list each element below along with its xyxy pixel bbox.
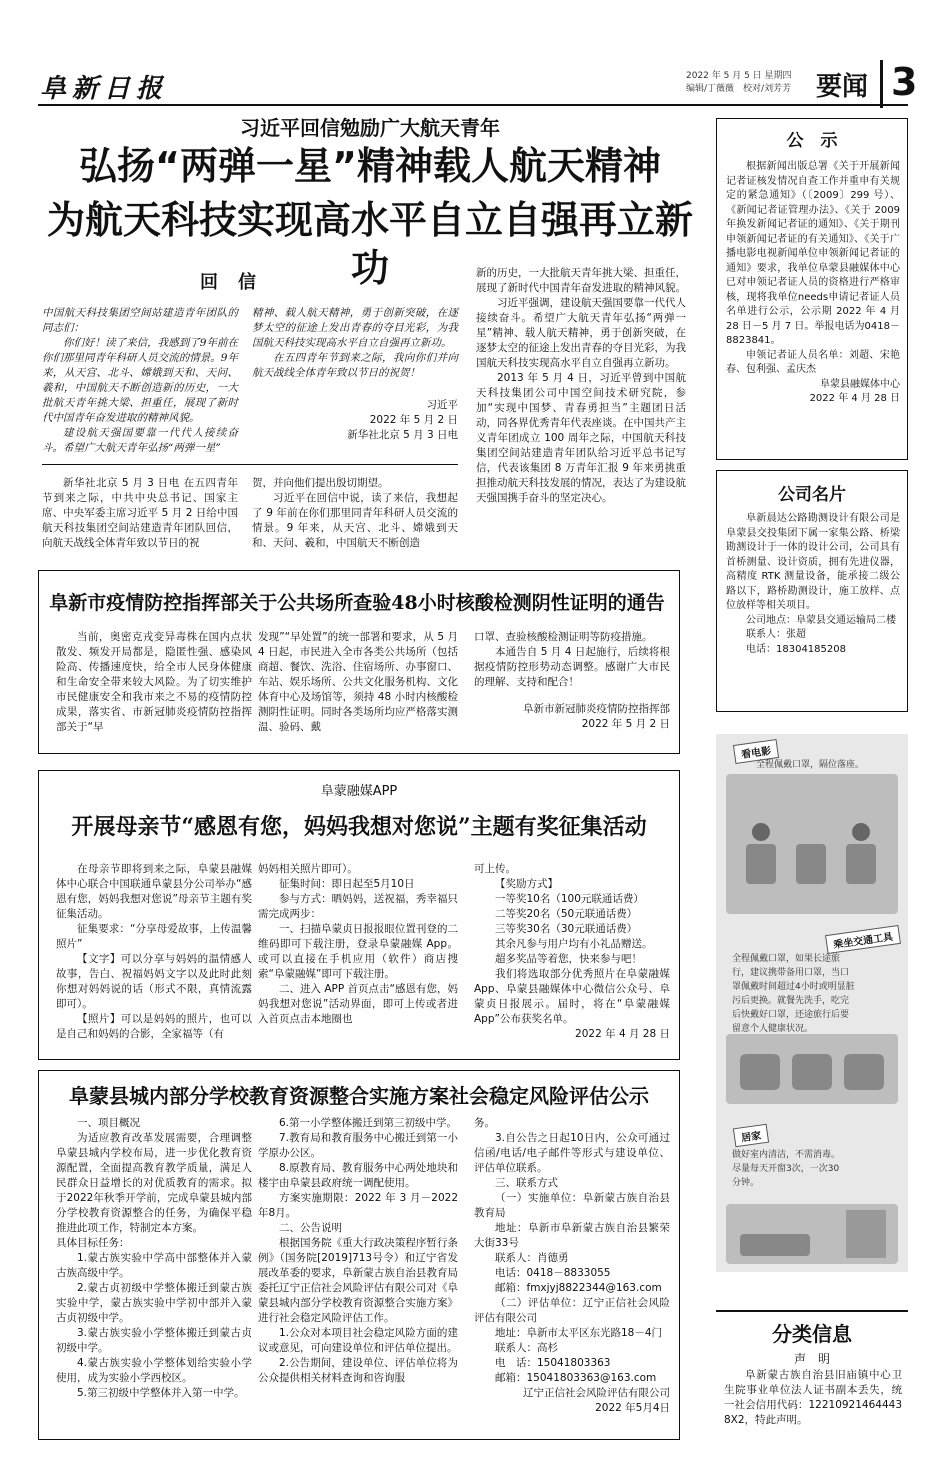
school-para: 电话：0418－8833055	[495, 1267, 611, 1279]
issue-date: 2022 年 5 月 5 日 星期四	[686, 71, 792, 81]
school-para: 三、联系方式	[495, 1177, 558, 1189]
school-para: 7.教育局和教育服务中心搬迁到第一小学原办公区。	[258, 1132, 458, 1159]
gongshi-body	[726, 160, 900, 407]
school-para: 一、项目概况	[77, 1117, 140, 1129]
company-card-contact: 联系人：张超	[746, 629, 806, 640]
company-card-phone: 电话：18304185208	[746, 643, 846, 655]
app-para: 一等奖10名（100元联通话费）	[495, 893, 644, 905]
app-col1	[56, 862, 252, 1042]
app-col3	[474, 862, 670, 1042]
app-para: 征集要求：“分享母爱故事，上传温馨照片”	[56, 923, 252, 950]
gongshi-date: 2022 年 4 月 28 日	[809, 393, 900, 404]
room-icon	[726, 1204, 898, 1264]
app-para: 参与方式：晒妈妈，送祝福，秀幸福只需完成两步：	[258, 893, 458, 920]
letter-signature-block	[300, 398, 458, 443]
section-name: 要闻	[816, 72, 869, 102]
lead-body-col3	[476, 266, 686, 506]
cinema-tip: 全程佩戴口罩，隔位落座。	[756, 760, 865, 770]
lead-body-para: 习近平强调，建设航天强国要靠一代代人接续奋斗。希望广大航天青年弘扬“两弹一星”精神、载人航天精神，勇于创新突破，在逐梦太空的征途上发出青春的夺目光彩，为我国航天科技实现高水平自立自强再立新功。	[476, 297, 686, 369]
notice-col1	[56, 630, 252, 735]
company-card-body	[726, 512, 900, 657]
letter-col1	[42, 306, 238, 456]
gongshi-org: 阜蒙县融媒体中心	[820, 378, 900, 390]
gongshi-text: 根据新闻出版总署《关于开展新闻记者证核发情况自查工作并重申有关规定的紧急通知》（〔2009〕299 号）、《新闻记者证管理办法》、《关于 2009 年换发新闻记者证的通知》、《关于期刊申领新闻记者证的有关通知》、《关于广播电影电视新闻单位申领新闻记者证的通知》要求，我单位阜蒙县融媒体中心已对申领记者证人员的资格进行严格审核，现将我单位needs申请记者证人员名单进行公示，公示期 2022 年 4 月 28 日－5 月 7 日。举报电话为0418－8823841。	[726, 161, 900, 346]
app-para: 二等奖20名（50元联通话费）	[495, 908, 638, 920]
school-para: 联系人：高杉	[495, 1342, 558, 1354]
app-para: 我们将选取部分优秀照片在阜蒙融媒 App、阜蒙县融媒体中心微信公众号、阜蒙贞日报展示。届时，将在“阜蒙融媒 App”公布获奖名单。	[474, 968, 670, 1025]
app-para: 可上传。	[474, 863, 516, 875]
school-para: 1.蒙古族实验中学高中部整体并入蒙古族高级中学。	[56, 1252, 252, 1279]
dateline: 新华社北京 5 月 3 日电	[347, 429, 458, 441]
company-card-address: 公司地点：阜蒙县交通运输局二楼	[746, 614, 896, 626]
notice-date: 2022 年 5 月 2 日	[581, 718, 670, 730]
classified-title: 分类信息	[772, 1322, 852, 1346]
app-para: 【奖励方式】	[495, 878, 558, 890]
letter-para: 你们好！读了来信，我感到了9年前在你们那里同青年科研人员交流的情景。9年来，从天宫、北斗、嫦娥到天和、天问、羲和，中国航天不断创造新的历史，一大批航天青年挑大梁、担重任，展现了新时代中国青年奋发进取的精神风貌。	[42, 337, 238, 424]
school-para: （二）评估单位：辽宁正信社会风险评估有限公司	[474, 1297, 670, 1324]
letter-para: 建设航天强国要靠一代代人接续奋斗。希望广大航天青年弘扬“两弹一星”	[42, 427, 238, 454]
classified-rule	[716, 1310, 908, 1312]
lead-body-col1	[42, 476, 238, 551]
home-illustration	[726, 1204, 898, 1264]
home-tag: 居家	[733, 1124, 769, 1148]
cinema-illustration	[726, 774, 898, 914]
gongshi-names: 申领记者证人员名单：刘超、宋艳春、包利强、孟庆杰	[726, 349, 900, 375]
transport-tag: 乘坐交通工具	[825, 925, 901, 954]
lead-body-para: 新的历史，一大批航天青年挑大梁、担重任，展现了新时代中国青年奋发进取的精神风貌。	[476, 267, 686, 294]
company-card-title: 公司名片	[778, 485, 846, 505]
app-para: 一、扫描阜蒙贞日报报眼位置刊登的二维码即可下载注册，登录阜蒙融媒 App。或可以直接在手机应用（软件）商店搜索“阜蒙融媒”即可下载注册。	[258, 923, 458, 980]
lead-kicker: 习近平回信勉励广大航天青年	[240, 116, 500, 140]
header-rule	[38, 104, 908, 106]
app-para: 【文字】可以分享与妈妈的温情感人故事，告白、祝福妈妈文字以及此时此刻你想对妈妈说的话（形式不限，真情流露即可）。	[56, 953, 252, 1010]
app-para: 【照片】可以是妈妈的照片，也可以是自己和妈妈的合影，全家福等（有	[56, 1013, 252, 1040]
school-para: 1.公众对本项目社会稳定风险方面的建议或意见，可向建设单位和评估单位提出。	[258, 1327, 458, 1354]
school-para: 地址：阜新市太平区东光路18－4门	[495, 1327, 663, 1339]
lead-headline-line1: 弘扬“两弹一星”精神载人航天精神	[79, 144, 661, 188]
lead-body-para: 习近平在回信中说，读了来信，我想起了 9 年前在你们那里同青年科研人员交流的情景。9 年来，从天宫、北斗、嫦娥到天和、天问、羲和，中国航天不断创造	[252, 492, 458, 549]
school-para: 4.蒙古族实验小学整体划给实验小学使用，成为实验小学西校区。	[56, 1357, 252, 1384]
notice-col3	[474, 630, 670, 732]
school-para: 2.蒙古贞初级中学整体搬迁到蒙古族实验中学，蒙古族实验中学初中部并入蒙古贞初级中学。	[56, 1282, 252, 1324]
transport-tip: 全程佩戴口罩，如果长途旅行，建议携带备用口罩，当口罩佩戴时间超过4小时或明显脏污后更换。就餐先洗手，吃完后快戴好口罩，还途旅行后要留意个人健康状况。	[732, 954, 855, 1034]
school-para: 电 话：15041803363	[495, 1357, 611, 1369]
app-para: 妈妈相关照片即可）。	[258, 863, 358, 875]
school-para: 6.第一小学整体搬迁到第三初级中学。	[279, 1117, 458, 1129]
lead-body-para: 2013 年 5 月 4 日，习近平曾到中国航天科技集团公司中国空间技术研究院，参加“实现中国梦、青春勇担当”主题团日活动，同各界优秀青年代表座谈。在中国共产主义青年团成立 100 周年之际，中国航天科技集团空间站建造青年团队给习近平总书记写信，代表该集团 8 万青年汇报 9 年来勇挑重担推动航天科技发展的情况，表达了为建设航天强国携手奋斗的坚定决心。	[476, 372, 686, 504]
school-para: 为适应教育改革发展需要，合理调整阜蒙县城内学校布局，进一步优化教育资源配置，全面提高教育教学质量，满足人民群众日益增长的对优质教育的需求。拟于2022年秋季开学前，完成阜蒙县城内部分学校教育资源整合的任务，为确保平稳推进此项工作，特制定本方案。	[56, 1132, 252, 1234]
letter-para: 精神、载人航天精神，勇于创新突破，在逐梦太空的征途上发出青春的夺目光彩，为我国航天科技实现高水平自立自强再立新功。	[252, 307, 458, 349]
app-label: 阜蒙融媒APP	[320, 784, 398, 799]
app-para: 在母亲节即将到来之际，阜蒙县融媒体中心联合中国联通阜蒙县分公司举办“感恩有您，妈妈我想对您说”母亲节主题有奖征集活动。	[56, 863, 252, 920]
app-para: 三等奖30名（30元联通话费）	[495, 923, 638, 935]
cinema-tag: 看电影	[733, 739, 779, 764]
school-col3	[474, 1116, 670, 1416]
school-para: 根据国务院《重大行政决策程序暂行条例》（国务院[2019]713号令）和辽宁省发展改革委的要求，阜新蒙古族自治县教育局委托辽宁正信社会风险评估有限公司对《阜蒙县城内部分学校教育资源整合实施方案》进行社会稳定风险评估工作。	[258, 1237, 458, 1324]
notice-org: 阜新市新冠肺炎疫情防控指挥部	[523, 703, 670, 715]
classified-subtitle: 声 明	[793, 1352, 830, 1366]
school-para: 5.第三初级中学整体并入第一中学。	[77, 1387, 245, 1399]
school-para: 邮箱：15041803363@163.com	[495, 1372, 657, 1384]
app-para: 二、进入 APP 首页点击“感恩有您，妈妈我想对您说”活动界面，即可上传或者进入首页点击本地圈也	[258, 983, 458, 1025]
school-para: 地址：阜新市阜新蒙古族自治县繁荣大街33号	[474, 1222, 670, 1249]
editor-credits: 编辑/丁薇薇 校对/刘芳芳	[686, 84, 792, 94]
notice-col2	[258, 630, 458, 735]
epidemic-notice-title: 阜新市疫情防控指挥部关于公共场所查验48小时核酸检测阴性证明的通告	[49, 592, 665, 614]
school-para: 3.蒙古族实验小学整体搬迁到蒙古贞初级中学。	[56, 1327, 252, 1354]
school-para: 邮箱：fmxjyj8822344@163.com	[495, 1282, 662, 1294]
classified-text: 阜新蒙古族自治县旧庙镇中心卫生院事业单位法人证书副本丢失，统一社会信用代码：12210921464443 8X2，特此声明。	[724, 1369, 902, 1426]
notice-para: 本通告自 5 月 4 日起施行，后续将根据疫情防控形势动态调整。感谢广大市民的理解、支持和配合！	[474, 646, 670, 688]
school-para: 2.公告期间，建设单位、评估单位将为公众提供相关材料查询和咨询服	[258, 1357, 458, 1384]
letter-signer: 习近平	[426, 399, 458, 411]
app-para: 其余凡参与用户均有小礼品赠送。	[495, 938, 653, 950]
school-para: 具体目标任务：	[56, 1237, 130, 1249]
train-illustration	[726, 1034, 898, 1104]
school-col1	[56, 1116, 252, 1401]
notice-para: 口罩、查验核酸检测证明等防疫措施。	[474, 631, 653, 643]
lead-body-para: 贺，并向他们提出殷切期望。	[252, 477, 389, 489]
classified-body	[724, 1368, 902, 1428]
notice-para: 当前，奥密克戎变异毒株在国内点状散发、频发开局都是，隐匿性强、感染风险高、传播速度快，给全市人民身体健康和生命安全带来较大风险。为了切实维护市民健康安全和我市来之不易的疫情防控成果，落实省、市新冠肺炎疫情防控指挥部关于“早	[56, 631, 252, 733]
app-activity-title: 开展母亲节“感恩有您，妈妈我想对您说”主题有奖征集活动	[71, 814, 647, 840]
page-meta	[686, 70, 808, 96]
school-org: 辽宁正信社会风险评估有限公司	[523, 1387, 670, 1399]
app-date: 2022 年 4 月 28 日	[575, 1028, 670, 1040]
lead-body-para: 新华社北京 5 月 3 日电 在五四青年节到来之际，中共中央总书记、国家主席、中央军委主席习近平 5 月 2 日给中国航天科技集团空间站建造青年团队回信，向航天战线全体青年致以节日的祝	[42, 477, 238, 549]
letter-salutation: 中国航天科技集团空间站建造青年团队的同志们：	[42, 307, 238, 334]
letter-subhead: 回信	[200, 272, 276, 293]
lead-body-col2	[252, 476, 458, 551]
school-para: 8.原教育局、教育服务中心两处地块和楼宇由阜蒙县政府统一调配使用。	[258, 1162, 458, 1189]
school-para: （一）实施单位：阜新蒙古族自治县教育局	[474, 1192, 670, 1219]
school-para: 联系人：肖德勇	[495, 1252, 569, 1264]
letter-para: 在五四青年节到来之际，我向你们并向航天战线全体青年致以节日的祝贺！	[252, 352, 458, 379]
letter-divider	[42, 464, 458, 465]
notice-para: 发现”“早处置”的统一部署和要求，从 5 月 4 日起，市民进入全市各类公共场所（包括商超、餐饮、洗浴、住宿场所、办事窗口、车站、娱乐场所、公共文化服务机构、文化体育中心及场馆等，须持 48 小时内核酸检测阴性证明。同时各类场所均应严格落实测温、验码、戴	[258, 631, 458, 733]
page-number: 3	[880, 60, 917, 108]
gongshi-title: 公 示	[786, 131, 838, 151]
school-para: 二、公告说明	[279, 1222, 342, 1234]
app-para: 征集时间：即日起至5月10日	[279, 878, 415, 890]
school-notice-title: 阜蒙县城内部分学校教育资源整合实施方案社会稳定风险评估公示	[69, 1084, 649, 1108]
letter-date: 2022 年 5 月 2 日	[369, 414, 458, 426]
home-tip: 做好室内清洁，不需消毒。尽量每天开窗3次，一次30分钟。	[732, 1150, 841, 1188]
app-col2	[258, 862, 458, 1027]
company-card-text: 阜新晨达公路勘测设计有限公司是阜蒙县交投集团下属一家集公路、桥梁勘测设计于一体的设计公司，公司具有首桥测量、设计资质，拥有先进仪器，高精度 RTK 测量设备，能承接二级公路以下，路桥勘测设计，施工放样、点位放样等相关项目。	[726, 513, 900, 611]
masthead-logo: 阜新日报	[40, 74, 169, 104]
school-date: 2022 年5月4日	[595, 1402, 670, 1414]
school-para: 方案实施期限：2022 年 3 月－2022年8月。	[258, 1192, 458, 1219]
health-advert	[716, 734, 908, 1272]
school-col2	[258, 1116, 458, 1386]
letter-col2	[252, 306, 458, 381]
school-para: 3.自公告之日起10日内，公众可通过信函/电话/电子邮件等形式与建设单位、评估单位联系。	[474, 1132, 670, 1174]
cinema-seats-icon	[726, 774, 898, 914]
app-para: 超多奖品等着您，快来参与吧！	[495, 953, 642, 965]
lead-headline-line2: 为航天科技实现高水平自立自强再立新功	[46, 198, 693, 290]
school-para: 务。	[474, 1117, 495, 1129]
train-seats-icon	[726, 1034, 898, 1104]
